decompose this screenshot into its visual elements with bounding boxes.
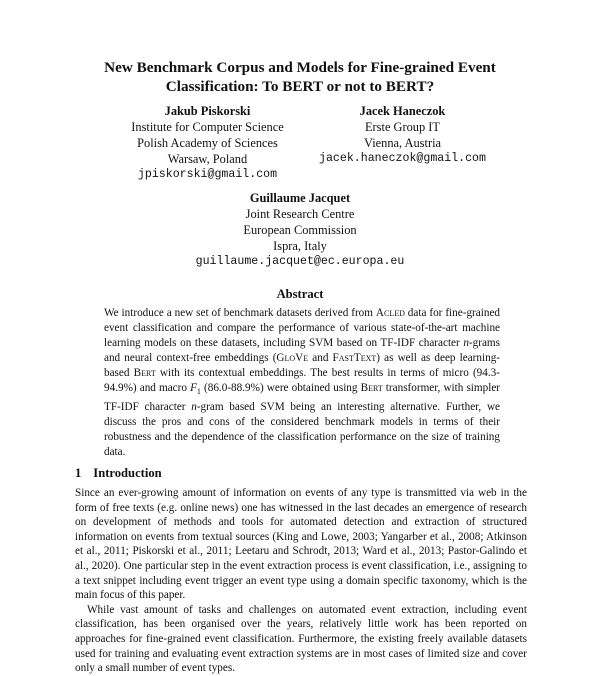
author-affiliation: Erste Group IT <box>364 120 440 134</box>
author-name: Jakub Piskorski <box>164 104 251 118</box>
author-block-1 <box>95 103 320 183</box>
acled-term: Acled <box>375 307 405 319</box>
author-location: Ispra, Italy <box>273 239 327 253</box>
paragraph: While vast amount of tasks and challenges on automated event extraction, including event classification, has been organised over the years, relatively little work has been reported on approaches for fine-grained event classification. Furthermore, the existing freely available datasets used for training and evaluating event extraction systems are in most cases of limited size and cover only a small number of event types. <box>75 603 527 675</box>
abstract-text: We introduce a new set of benchmark datasets derived from Acled data for fine-grained event classification and compare the performance of various state-of-the-art machine learning models on these datasets, including SVM based on TF-IDF character n-grams and neural context-free embeddings (GloVe and FastText) as well as deep learning-based Bert with its contextual embeddings. The best results in terms of micro (94.3-94.9%) and macro $F_1$ (86.0-88.9%) were obtained using Bert transformer, with simpler TF-IDF character n-gram based SVM being an interesting alternative. Further, we discuss the pros and cons of the considered benchmark models in terms of their robustness and the dependence of the classification performance on the size of training data. <box>104 307 501 459</box>
paper-title <box>60 58 540 96</box>
author-block-2 <box>310 103 495 167</box>
author-affiliation: European Commission <box>243 223 357 237</box>
author-email: jpiskorski@gmail.com <box>137 168 278 181</box>
paragraph: Since an ever-growing amount of information on events of any type is transmitted via web in the form of free texts (e.g. online news) one has witnessed in the last decades an emergence of research on development of methods and tools for automated detection and extraction of structured information on events from textual sources (King and Lowe, 2003; Yangarber et al., 2008; Atkinson et al., 2011; Piskorski et al., 2011; Leetaru and Schrodt, 2013; Ward et al., 2013; Pastor-Galindo et al., 2020). One particular step in the event extraction process is event classification, i.e., assigning to a text snippet including event trigger an event type using a domain specific taxonomy, which is the main focus of this paper. <box>75 487 527 602</box>
section-number: 1 <box>75 466 82 480</box>
author-name: Guillaume Jacquet <box>249 191 351 205</box>
glove-term: GloVe <box>276 352 309 365</box>
title-line-2: Classification: To BERT or not to BERT? <box>165 78 435 95</box>
author-block-3 <box>170 190 430 270</box>
section-title: Introduction <box>93 466 162 480</box>
author-affiliation: Institute for Computer Science <box>131 120 284 134</box>
bert-term: Bert <box>133 367 156 380</box>
section-heading-introduction <box>75 466 162 481</box>
author-location: Warsaw, Poland <box>167 152 248 166</box>
author-name: Jacek Haneczok <box>359 104 446 118</box>
author-affiliation: Polish Academy of Sciences <box>137 136 278 150</box>
author-email: jacek.haneczok@gmail.com <box>319 152 486 165</box>
author-location: Vienna, Austria <box>363 136 442 150</box>
bert-term: Bert <box>360 382 383 395</box>
fasttext-term: FastText <box>332 352 377 365</box>
author-email: guillaume.jacquet@ec.europa.eu <box>195 255 405 268</box>
introduction-body <box>75 486 527 676</box>
author-affiliation: Joint Research Centre <box>245 207 355 221</box>
abstract-heading: Abstract <box>276 287 324 301</box>
title-line-1: New Benchmark Corpus and Models for Fine-grained Event <box>104 59 496 76</box>
